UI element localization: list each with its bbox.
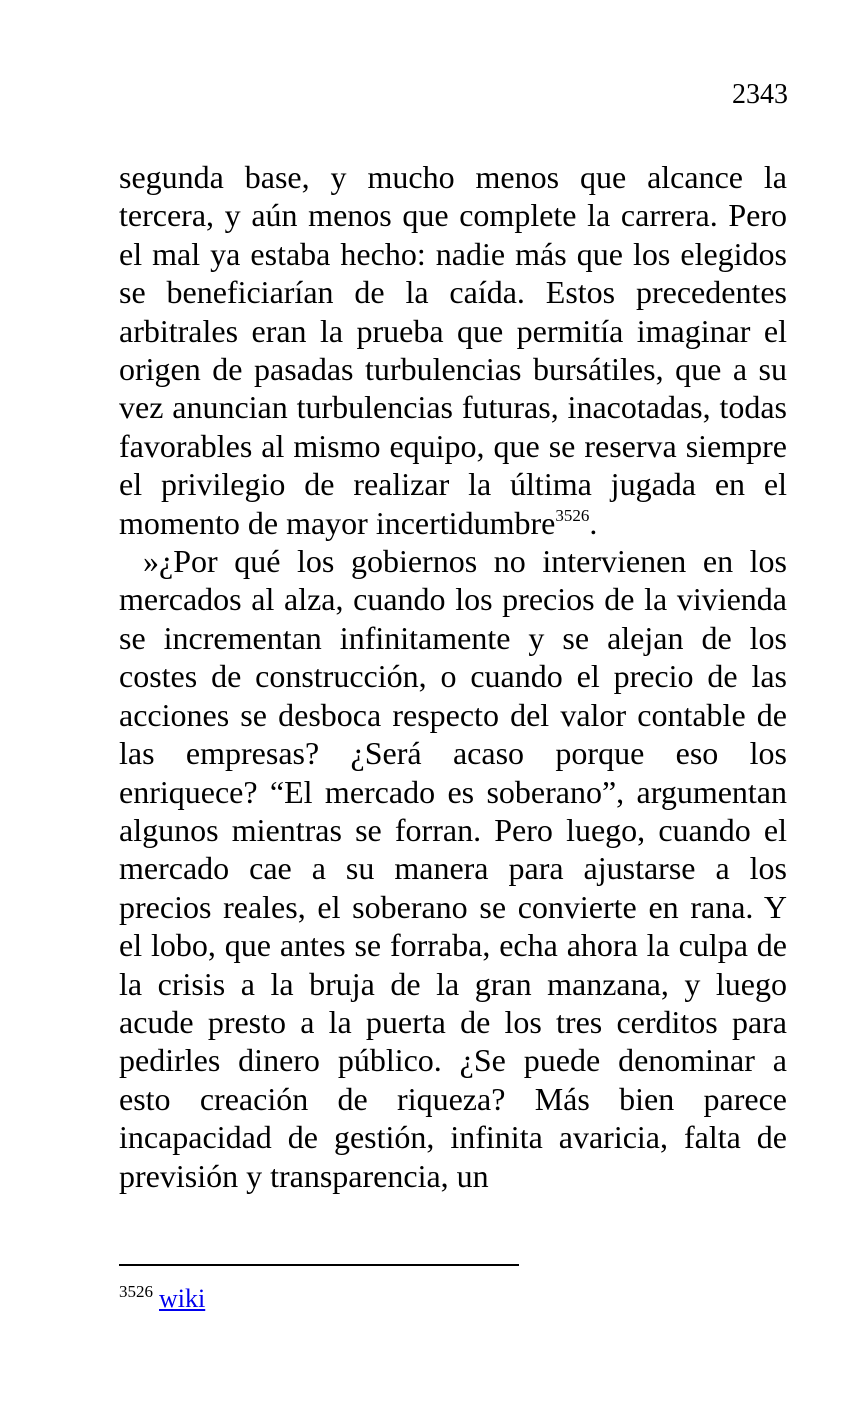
footnote-divider bbox=[119, 1264, 519, 1266]
body-text bbox=[119, 158, 787, 1195]
page-number: 2343 bbox=[732, 79, 788, 110]
footnote bbox=[119, 1283, 205, 1315]
paragraph-1-end: . bbox=[589, 504, 598, 541]
paragraph-2-text: »¿Por qué los gobiernos no intervienen en los mercados al alza, cuando los precios de la vivienda se incrementan infinitamente y se alejan de los costes de construcción, o cuando el precio de las acciones se desboca respecto del valor contable de las empresas? ¿Será acaso porque eso los enriquece? “El mercado es soberano”, argumentan algunos mientras se forran. Pero luego, cuando el mercado cae a su manera para ajustarse a los precios reales, el soberano se convierte en rana. Y el lobo, que antes se forraba, echa ahora la culpa de la crisis a la bruja de la gran manzana, y luego acude presto a la puerta de los tres cerditos para pedirles dinero público. ¿Se puede denominar a esto creación de riqueza? Más bien parece incapacidad de gestión, infinita avaricia, falta de previsión y transparencia, un bbox=[119, 543, 787, 1194]
paragraph-1 bbox=[119, 158, 787, 542]
footnote-wiki-link[interactable]: wiki bbox=[159, 1284, 206, 1313]
paragraph-2 bbox=[119, 542, 787, 1195]
footnote-number: 3526 bbox=[119, 1282, 153, 1301]
footnote-reference[interactable]: 3526 bbox=[555, 505, 590, 525]
paragraph-1-text: segunda base, y mucho menos que alcance la tercera, y aún menos que complete la carrera. Pero el mal ya estaba hecho: nadie más que los elegidos se beneficiarían de la caída. Estos precedentes arbitrales eran la prueba que permitía imaginar el origen de pasadas turbulencias bursátiles, que a su vez anuncian turbulencias futuras, inacotadas, todas favorables al mismo equipo, que se reserva siempre el privilegio de realizar la última jugada en el momento de mayor incertidumbre bbox=[119, 159, 787, 541]
